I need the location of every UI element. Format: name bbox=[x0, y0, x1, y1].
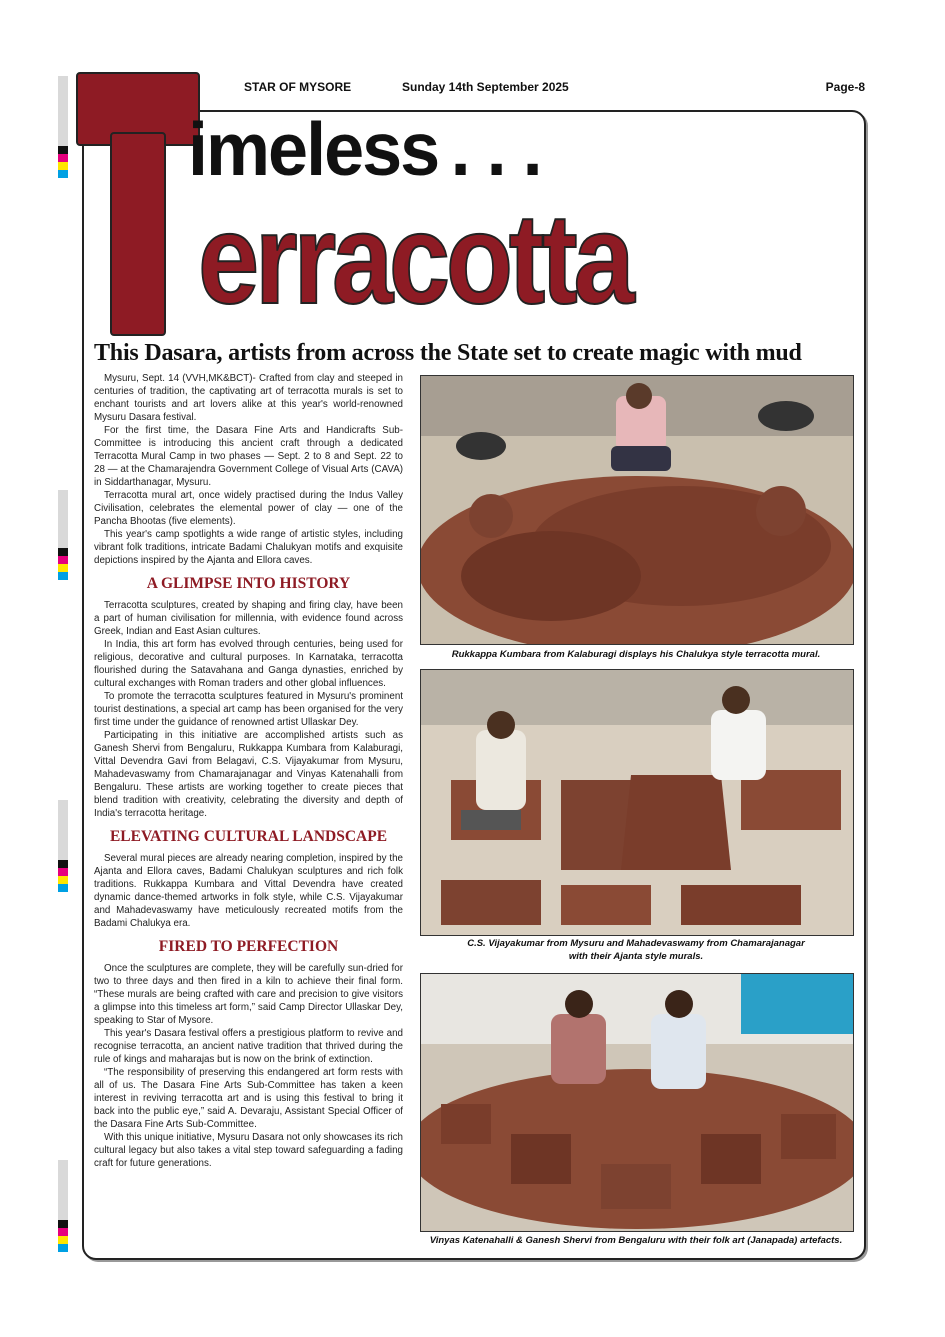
registration-bar bbox=[58, 1160, 68, 1220]
photo-caption-line: C.S. Vijayakumar from Mysuru and Mahadevaswamy from Chamarajanagar bbox=[467, 938, 805, 949]
masthead bbox=[244, 80, 865, 96]
article-paragraph: Mysuru, Sept. 14 (VVH,MK&BCT)- Crafted from clay and steeped in centuries of tradition, the captivating art of terracotta murals is set to enchant tourists and art lovers alike at this year's world-renowned Mysuru Dasara festival. bbox=[94, 373, 403, 423]
article-paragraph: Terracotta mural art, once widely practised during the Indus Valley Civilisation, celebrates the elemental power of clay — one of the Pancha Bhootas (five elements). bbox=[94, 490, 403, 527]
article-paragraph: Terracotta sculptures, created by shaping and firing clay, have been a part of human civilisation for millennia, with evidence found across Greek, Indian and East Asian cultures. bbox=[94, 600, 403, 637]
color-registration-mark bbox=[58, 860, 68, 892]
article-paragraph: Participating in this initiative are accomplished artists such as Ganesh Shervi from Bengaluru, Rukkappa Kumbara from Kalaburagi, Vittal Devendra Gavi from Belagavi, C.S. Vijayakumar from Mysuru, Mahadevaswamy from Chamarajanagar and Vinyas Katenahalli from Bengaluru. These artists are working together to create pieces that blend tradition with creativity, celebrating the diversity and depth of India's terracotta heritage. bbox=[94, 730, 403, 819]
photo-ajanta-murals bbox=[420, 669, 854, 936]
article-paragraph: With this unique initiative, Mysuru Dasara not only showcases its rich cultural legacy but also takes a vital step toward safeguarding a fading craft for future generations. bbox=[94, 1132, 403, 1169]
photo-chalukya-mural bbox=[420, 375, 854, 645]
newspaper-name: STAR OF MYSORE bbox=[244, 80, 352, 94]
title-line-1: imeless . . . bbox=[188, 108, 541, 192]
article-paragraph: To promote the terracotta sculptures featured in Mysuru's prominent tourist destinations, a special art camp has been organised for the very first time under the guidance of renowned artist Ullaskar Dey. bbox=[94, 691, 403, 728]
article-paragraph: In India, this art form has evolved through centuries, being used for religious, decorative and cultural purposes. In Karnataka, terracotta flourished during the Satavahana and Ganga dynasties, enriched by cultural exchanges with Roman traders and other global influences. bbox=[94, 639, 403, 689]
article-paragraph: Several mural pieces are already nearing completion, inspired by the Ajanta and Ellora caves, Badami Chalukyan sculptures and rich folk traditions. Rukkappa Kumbara and Vittal Devendra have created dynamic dance-themed artworks in folk style, while C.S. Vijayakumar and Mahadevaswamy have meticulously recreated motifs from the Badami Chalukya era. bbox=[94, 853, 403, 929]
article-column bbox=[94, 372, 403, 1170]
registration-bar bbox=[58, 76, 68, 146]
subheadline: This Dasara, artists from across the State set to create magic with mud bbox=[94, 340, 802, 366]
section-heading: ELEVATING CULTURAL LANDSCAPE bbox=[109, 828, 388, 845]
article-paragraph: This year's camp spotlights a wide range of artistic styles, including vibrant folk traditions, intricate Badami Chalukyan motifs and exquisite depictions inspired by the Ajanta and Ellora caves. bbox=[94, 529, 403, 566]
color-registration-mark bbox=[58, 146, 68, 178]
title-line-2: erracotta bbox=[198, 188, 631, 331]
photo-folk-artefacts bbox=[420, 973, 854, 1232]
photo-caption bbox=[412, 937, 860, 963]
article-paragraph: This year's Dasara festival offers a prestigious platform to revive and recognise terracotta, an ancient native tradition that thrived during the rule of kings and maharajas but is now on the brink of extinction. bbox=[94, 1028, 403, 1065]
registration-bar bbox=[58, 490, 68, 548]
section-heading: FIRED TO PERFECTION bbox=[158, 938, 339, 955]
color-registration-mark bbox=[58, 1220, 68, 1252]
issue-date: Sunday 14th September 2025 bbox=[402, 80, 569, 94]
article-paragraph: “The responsibility of preserving this endangered art form rests with all of us. The Dasara Fine Arts Sub-Committee has taken a keen interest in reviving terracotta art and is using this festival to bring it back into the public eye,” said A. Devaraju, Assistant Special Officer of the Dasara Fine Arts Sub-Committee. bbox=[94, 1067, 403, 1130]
photo-caption-line: with their Ajanta style murals. bbox=[568, 951, 704, 962]
photo-caption: Vinyas Katenahalli & Ganesh Shervi from Bengaluru with their folk art (Janapada) artefacts. bbox=[429, 1235, 843, 1246]
article-paragraph: Once the sculptures are complete, they will be carefully sun-dried for two to three days and then fired in a kiln to achieve their final form. “These murals are being crafted with care and precision to give visitors a glimpse into this timeless art form,” said Camp Director Ullaskar Dey, speaking to Star of Mysore. bbox=[94, 963, 403, 1026]
title-initial-T bbox=[76, 72, 196, 334]
photo-caption: Rukkappa Kumbara from Kalaburagi displays his Chalukya style terracotta mural. bbox=[451, 649, 821, 660]
section-heading: A GLIMPSE INTO HISTORY bbox=[146, 575, 351, 592]
page-number: Page-8 bbox=[825, 80, 865, 94]
article-paragraph: For the first time, the Dasara Fine Arts and Handicrafts Sub-Committee is introducing this ancient craft through a dedicated Terracotta Mural Camp in two phases — Sept. 2 to 8 and Sept. 22 to 28 — at the Chamarajendra Government College of Visual Arts (CAVA) in Siddarthanagar, Mysuru. bbox=[94, 425, 403, 488]
color-registration-mark bbox=[58, 548, 68, 580]
registration-bar bbox=[58, 800, 68, 860]
